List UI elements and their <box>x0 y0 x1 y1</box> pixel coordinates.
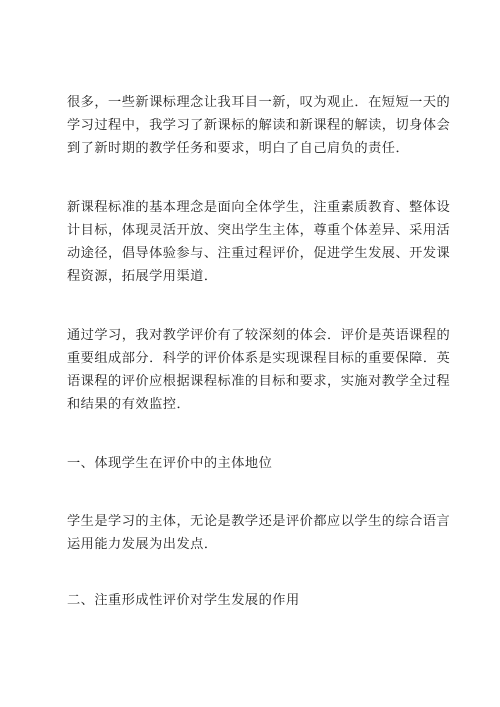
text-line: 运用能力发展为出发点． <box>67 537 218 552</box>
text-line: 通过学习，我对教学评价有了较深刻的体会．评价是英语课程的 <box>67 328 451 343</box>
paragraph-student-subject <box>67 510 451 556</box>
text-line: 很多，一些新课标理念让我耳目一新，叹为观止．在短短一天的 <box>67 95 451 110</box>
text-line: 计目标，体现灵活开放、突出学生主体，尊重个体差异、采用活 <box>67 223 451 238</box>
text-line: 新课程标准的基本理念是面向全体学生，注重素质教育、整体设 <box>67 200 451 215</box>
paragraph-evaluation-insights <box>67 324 451 416</box>
text-line: 学习过程中，我学习了新课标的解读和新课程的解读，切身体会 <box>67 118 451 133</box>
text-line: 程资源，拓展学用渠道． <box>67 269 218 284</box>
text-line: 重要组成部分．科学的评价体系是实现课程目标的重要保障．英 <box>67 351 451 366</box>
section-heading-2: 二、注重形成性评价对学生发展的作用 <box>67 593 300 608</box>
text-line: 和结果的有效监控． <box>67 397 191 412</box>
text-line: 动途径，倡导体验参与、注重过程评价，促进学生发展、开发课 <box>67 246 451 261</box>
paragraph-new-curriculum-impressions <box>67 91 451 160</box>
paragraph-basic-concepts <box>67 196 451 288</box>
text-line: 到了新时期的教学任务和要求，明白了自己肩负的责任． <box>67 141 410 156</box>
section-heading-1: 一、体现学生在评价中的主体地位 <box>67 456 273 471</box>
text-line: 学生是学习的主体，无论是教学还是评价都应以学生的综合语言 <box>67 514 451 529</box>
text-line: 语课程的评价应根据课程标准的目标和要求，实施对教学全过程 <box>67 374 451 389</box>
